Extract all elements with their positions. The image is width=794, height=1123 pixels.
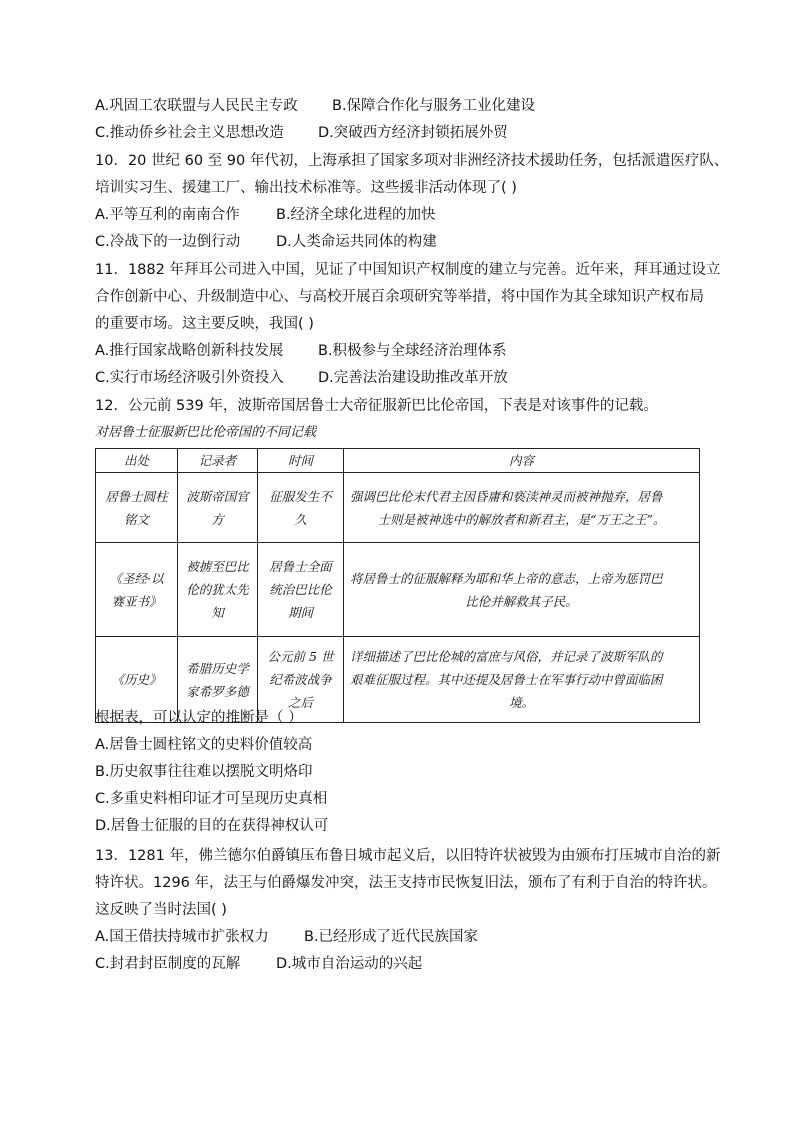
q12-stem-after-table: 根据表，可以认定的推断是（ ） [95,710,303,726]
cell-line: 希腊历史学 [186,660,249,676]
cell-line: 《圣经·以 [109,570,164,586]
header-recorder: 记录者 [178,449,258,473]
q10-option-a[interactable]: A.平等互利的南南合作 [95,207,240,223]
q11-stem-line-2: 合作创新中心、升级制造中心、与高校开展百余项研究等举措，将中国作为其全球知识产权布局 [95,289,704,305]
q10-option-d[interactable]: D.人类命运共同体的构建 [276,234,437,250]
table-caption: 对居鲁士征服新巴比伦帝国的不同记载 [95,425,317,440]
cell-line: 居鲁士圆柱 [105,488,168,504]
q11-options-row-1 [95,341,715,361]
cell-line: 比伦并解救其子民。 [465,593,578,609]
q9-options-row-2 [95,123,715,143]
q12-option-b[interactable]: B.历史叙事往往难以摆脱文明烙印 [95,764,313,780]
cell-line: 公元前 5 世 [267,649,334,664]
q12-option-a[interactable]: A.居鲁士圆柱铭文的史料价值较高 [95,737,313,753]
q12-option-d[interactable]: D.居鲁士征服的目的在获得神权认可 [95,818,329,834]
cell-line: 艰难征服过程。其中还提及居鲁士在军事行动中曾面临困 [350,672,663,687]
header-content: 内容 [344,449,700,473]
table-row [96,473,700,543]
cell-line: 久 [294,511,307,527]
q10-options-row-1 [95,205,715,225]
q12-stem-line-1: 12．公元前 539 年，波斯帝国居鲁士大帝征服新巴比伦帝国，下表是对该事件的记载。 [95,398,658,414]
cell-content [344,543,700,637]
cell-line: 境。 [508,695,534,710]
q9-option-b[interactable]: B.保障合作化与服务工业化建设 [332,98,536,114]
q10-option-b[interactable]: B.经济全球化进程的加快 [276,207,436,223]
header-source: 出处 [96,449,178,473]
cell-content [344,473,700,543]
cell-source [96,543,178,637]
q13-option-a[interactable]: A.国王借扶持城市扩张权力 [95,929,269,945]
q13-option-c[interactable]: C.封君封臣制度的瓦解 [95,956,241,972]
cell-line: 居鲁士全面 [269,559,332,574]
q9-option-d[interactable]: D.突破西方经济封锁拓展外贸 [318,125,508,141]
q11-option-a[interactable]: A.推行国家战略创新科技发展 [95,343,284,359]
cell-source [96,473,178,543]
q10-option-c[interactable]: C.冷战下的一边倒行动 [95,234,241,250]
q11-options-row-2 [95,368,715,388]
q13-options-row-1 [95,927,715,947]
cell-time [258,473,344,543]
q11-stem-line-1: 11．1882 年拜耳公司进入中国，见证了中国知识产权制度的建立与完善。近年来，拜耳通过设立 [95,262,721,278]
records-table [95,448,700,723]
q9-option-a[interactable]: A.巩固工农联盟与人民民主专政 [95,98,298,114]
cell-line: 详细描述了巴比伦城的富庶与风俗，并记录了波斯军队的 [350,649,663,664]
q13-options-row-2 [95,954,715,974]
q12-option-c[interactable]: C.多重史料相印证才可呈现历史真相 [95,791,328,807]
q11-option-b[interactable]: B.积极参与全球经济治理体系 [318,343,507,359]
q10-options-row-2 [95,232,715,252]
cell-line: 伦的犹太先 [186,582,249,597]
cell-line: 征服发生不 [269,488,332,504]
q10-stem-line-2: 培训实习生、援建工厂、输出技术标准等。这些援非活动体现了( ) [95,180,517,196]
q13-stem-line-1: 13．1281 年，佛兰德尔伯爵镇压布鲁日城市起义后，以旧特许状被毁为由颁布打压城市自治的新 [95,848,721,864]
cell-recorder [178,543,258,637]
q9-options-row-1 [95,96,715,116]
cell-time [258,543,344,637]
q13-option-b[interactable]: B.已经形成了近代民族国家 [304,929,479,945]
cell-line: 统治巴比伦 [269,582,332,597]
cell-line: 方 [211,511,224,527]
cell-line: 被掳至巴比 [186,559,249,574]
cell-line: 知 [211,605,224,620]
q13-stem-line-2: 特许状。1296 年，法王与伯爵爆发冲突，法王支持市民恢复旧法，颁布了有利于自治的特许状。 [95,875,717,891]
q11-option-c[interactable]: C.实行市场经济吸引外资投入 [95,370,284,386]
table-row [96,543,700,637]
q11-stem-line-3: 的重要市场。这主要反映，我国( ) [95,316,314,332]
q13-stem-line-3: 这反映了当时法国( ) [95,902,227,918]
cell-line: 强调巴比伦末代君主因昏庸和亵渎神灵而被神抛弃，居鲁 [350,488,663,504]
q13-option-d[interactable]: D.城市自治运动的兴起 [276,956,423,972]
q11-option-d[interactable]: D.完善法治建设助推改革开放 [318,370,508,386]
cell-line: 家希罗多德 [186,683,249,699]
cell-line: 《历史》 [111,672,162,687]
cell-line: 将居鲁士的征服解释为耶和华上帝的意志，上帝为惩罚巴 [350,570,663,586]
q9-option-c[interactable]: C.推动侨乡社会主义思想改造 [95,125,284,141]
header-time: 时间 [258,449,344,473]
cell-line: 波斯帝国官 [186,488,249,504]
cell-line: 纪希波战争 [269,672,332,687]
cell-line: 赛亚书》 [111,593,162,609]
cell-line: 之后 [287,695,313,710]
q10-stem-line-1: 10．20 世纪 60 至 90 年代初，上海承担了国家多项对非洲经济技术援助任务，包括派遣医疗队、 [95,153,729,169]
cell-line: 铭文 [123,511,149,527]
table-header-row [96,449,700,473]
cell-recorder [178,473,258,543]
cell-line: 士则是被神选中的解放者和新君主，是“万王之王”。 [377,511,666,527]
cell-line: 期间 [287,605,313,620]
